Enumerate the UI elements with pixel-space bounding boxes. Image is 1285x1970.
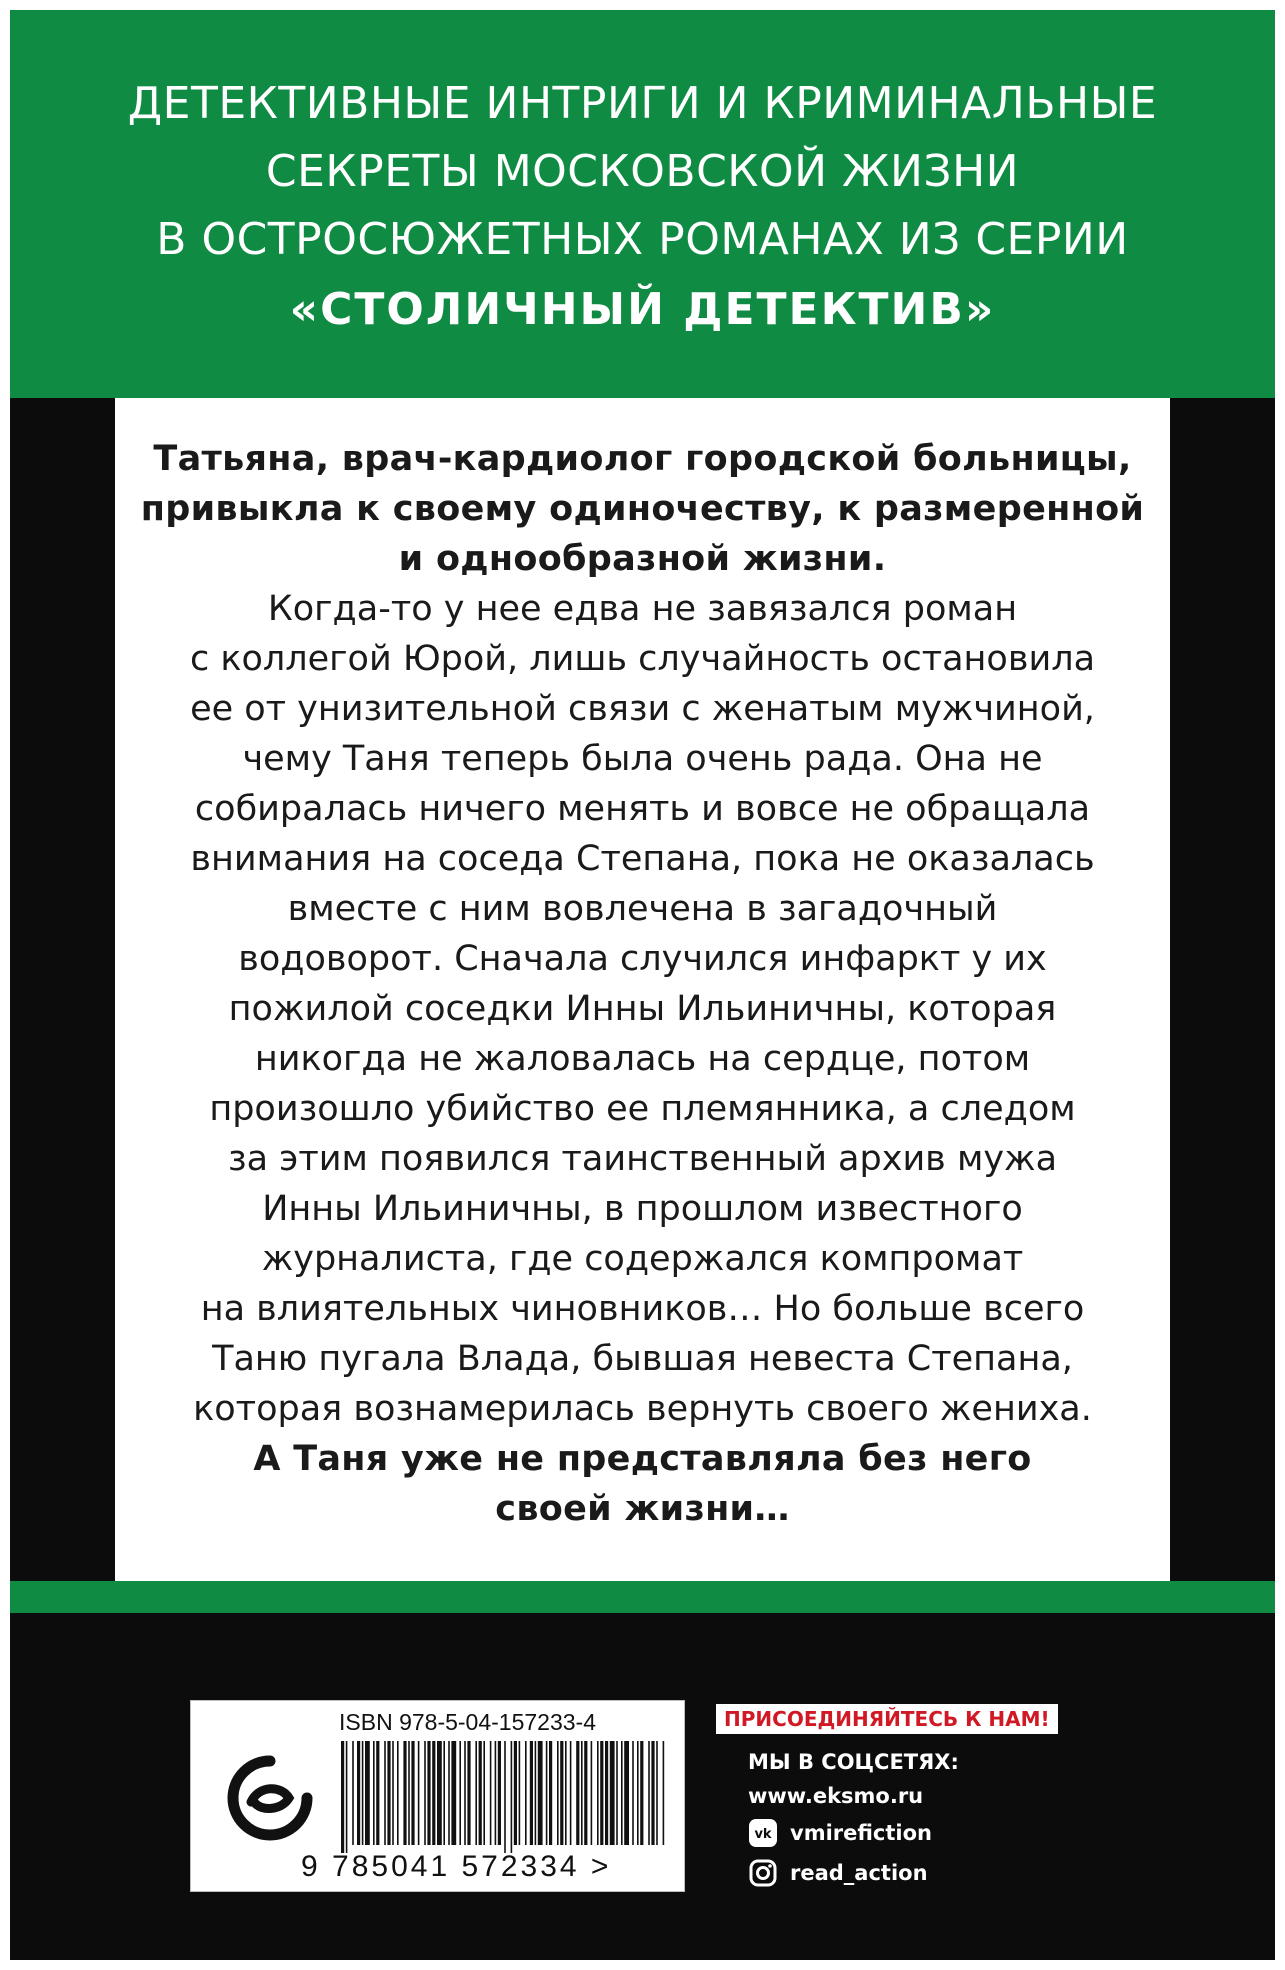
annotation-line: журналиста, где содержался компромат — [261, 1239, 1024, 1279]
barcode-bar — [656, 1741, 658, 1845]
barcode-bar — [637, 1741, 639, 1845]
annotation-line: никогда не жаловалась на сердце, потом — [254, 1039, 1031, 1079]
barcode-bar — [570, 1741, 572, 1845]
barcode-bar — [640, 1741, 643, 1845]
barcode-bar — [459, 1741, 461, 1845]
social-row-vk[interactable] — [748, 1816, 932, 1850]
barcode-bar — [427, 1741, 430, 1845]
annotation-line: Таню пугала Влада, бывшая невеста Степана, — [212, 1339, 1073, 1379]
barcode-bar — [511, 1741, 513, 1853]
barcode-bar — [597, 1741, 599, 1845]
barcode-bar — [362, 1741, 364, 1845]
barcode-bar — [600, 1741, 603, 1845]
barcode-bar — [519, 1741, 521, 1845]
barcode-bar — [605, 1741, 608, 1845]
barcode-bar — [663, 1741, 665, 1845]
barcode-bars — [339, 1741, 669, 1853]
annotation-line: и однообразной жизни. — [398, 539, 887, 579]
barcode-bar — [584, 1741, 587, 1845]
barcode-bar — [411, 1741, 414, 1845]
barcode-bar — [535, 1741, 537, 1845]
tagline-line-2: СЕКРЕТЫ МОСКОВСКОЙ ЖИЗНИ — [265, 146, 1020, 197]
barcode-bar — [530, 1741, 533, 1845]
barcode-bar — [341, 1741, 344, 1853]
barcode-bar — [616, 1741, 618, 1845]
instagram-handle: read_action — [790, 1861, 928, 1885]
barcode-bar — [443, 1741, 445, 1845]
barcode-bar — [648, 1741, 650, 1845]
barcode-bar — [576, 1741, 579, 1845]
annotation-line: на влиятельных чиновников… Но больше всего — [200, 1289, 1085, 1329]
barcode-bar — [591, 1741, 593, 1845]
barcode-bar — [624, 1741, 629, 1845]
isbn-number: ISBN 978-5-04-157233-4 — [339, 1709, 596, 1735]
annotation-line: произошло убийство ее племянника, а следом — [209, 1089, 1076, 1129]
barcode-bar — [525, 1741, 527, 1845]
barcode-bar — [408, 1741, 410, 1845]
barcode-bar — [479, 1741, 482, 1845]
annotation-line: вместе с ним вовлечена в загадочный — [287, 889, 998, 929]
series-banner — [10, 10, 1275, 398]
annotation-line: Инны Ильиничны, в прошлом известного — [262, 1189, 1023, 1229]
barcode-bar — [373, 1741, 375, 1845]
svg-text:vk: vk — [754, 1827, 772, 1842]
barcode-bar — [581, 1741, 583, 1845]
barcode-bar — [432, 1741, 435, 1845]
social-row-instagram[interactable] — [748, 1856, 928, 1890]
barcode-bar — [424, 1741, 426, 1845]
barcode-bar — [549, 1741, 552, 1845]
ean-digits: 9 785041 572334 > — [301, 1850, 612, 1883]
annotation-line: внимания на соседа Степана, пока не оказалась — [190, 839, 1095, 879]
barcode-bar — [651, 1741, 654, 1845]
barcode-bar — [610, 1741, 615, 1845]
barcode-bar — [498, 1741, 501, 1845]
barcode-bar — [514, 1741, 517, 1845]
barcode-bar — [546, 1741, 548, 1845]
barcode-bar — [495, 1741, 497, 1845]
social-heading: МЫ В СОЦСЕТЯХ: — [748, 1750, 959, 1774]
barcode-bar — [352, 1741, 354, 1845]
instagram-icon — [748, 1858, 778, 1888]
barcode-bar — [384, 1741, 386, 1845]
website-link[interactable]: www.eksmo.ru — [748, 1784, 924, 1808]
annotation-line: за этим появился таинственный архив мужа — [227, 1139, 1058, 1179]
barcode-bar — [490, 1741, 492, 1845]
barcode-bar — [632, 1741, 634, 1845]
barcode-bar — [538, 1741, 543, 1845]
annotation-line: ее от унизительной связи с женатым мужчиной, — [190, 689, 1095, 729]
annotation-line: Когда-то у нее едва не завязался роман — [267, 589, 1018, 629]
barcode-bar — [448, 1741, 450, 1845]
tagline-line-1: ДЕТЕКТИВНЫЕ ИНТРИГИ И КРИМИНАЛЬНЫЕ — [127, 78, 1158, 129]
vk-handle: vmirefiction — [790, 1821, 932, 1845]
isbn-barcode-block — [190, 1700, 685, 1892]
annotation-line: А Таня уже не представляла без него — [253, 1439, 1032, 1479]
barcode-bar — [403, 1741, 406, 1845]
barcode-bar — [464, 1741, 466, 1845]
vk-icon — [748, 1818, 778, 1848]
barcode-bar — [437, 1741, 442, 1845]
annotation-line: которая вознамерилась вернуть своего жениха. — [193, 1389, 1092, 1429]
barcode-bar — [621, 1741, 623, 1845]
barcode-bar — [557, 1741, 559, 1845]
annotation-line: с коллегой Юрой, лишь случайность остановила — [189, 639, 1096, 679]
barcode-bar — [387, 1741, 390, 1845]
tagline-line-3: В ОСТРОСЮЖЕТНЫХ РОМАНАХ ИЗ СЕРИИ — [156, 214, 1129, 265]
barcode-bar — [418, 1741, 420, 1845]
barcode-bar — [346, 1741, 348, 1853]
barcode-bar — [451, 1741, 456, 1845]
barcode-bar — [376, 1741, 379, 1845]
annotation-line: Татьяна, врач-кардиолог городской больницы, — [153, 439, 1132, 479]
annotation-line: своей жизни… — [495, 1489, 790, 1529]
barcode-bar — [357, 1741, 360, 1845]
series-title: «СТОЛИЧНЫЙ ДЕТЕКТИВ» — [289, 284, 996, 335]
back-cover — [10, 10, 1275, 1960]
join-us-banner: ПРИСОЕДИНЯЙТЕСЬ К НАМ! — [716, 1704, 1058, 1734]
barcode-bar — [565, 1741, 567, 1845]
annotation-panel — [115, 398, 1170, 1581]
barcode-bar — [467, 1741, 470, 1845]
barcode-bar — [504, 1741, 506, 1853]
barcode-bar — [560, 1741, 563, 1845]
barcode-bar — [392, 1741, 394, 1845]
barcode-bar — [365, 1741, 370, 1845]
barcode-bar — [397, 1741, 399, 1845]
annotation-line: привыкла к своему одиночеству, к размеренной — [140, 489, 1145, 529]
annotation-line: чему Таня теперь была очень рада. Она не — [242, 739, 1043, 779]
annotation-line: собиралась ничего менять и вовсе не обращала — [194, 789, 1091, 829]
barcode-bar — [475, 1741, 477, 1845]
barcode-bar — [483, 1741, 485, 1845]
annotation-line: водоворот. Сначала случился инфаркт у их — [238, 939, 1047, 979]
eksmo-logo-icon — [225, 1753, 315, 1843]
annotation-line: пожилой соседки Инны Ильиничны, которая — [228, 989, 1057, 1029]
green-divider-strip — [10, 1581, 1275, 1613]
